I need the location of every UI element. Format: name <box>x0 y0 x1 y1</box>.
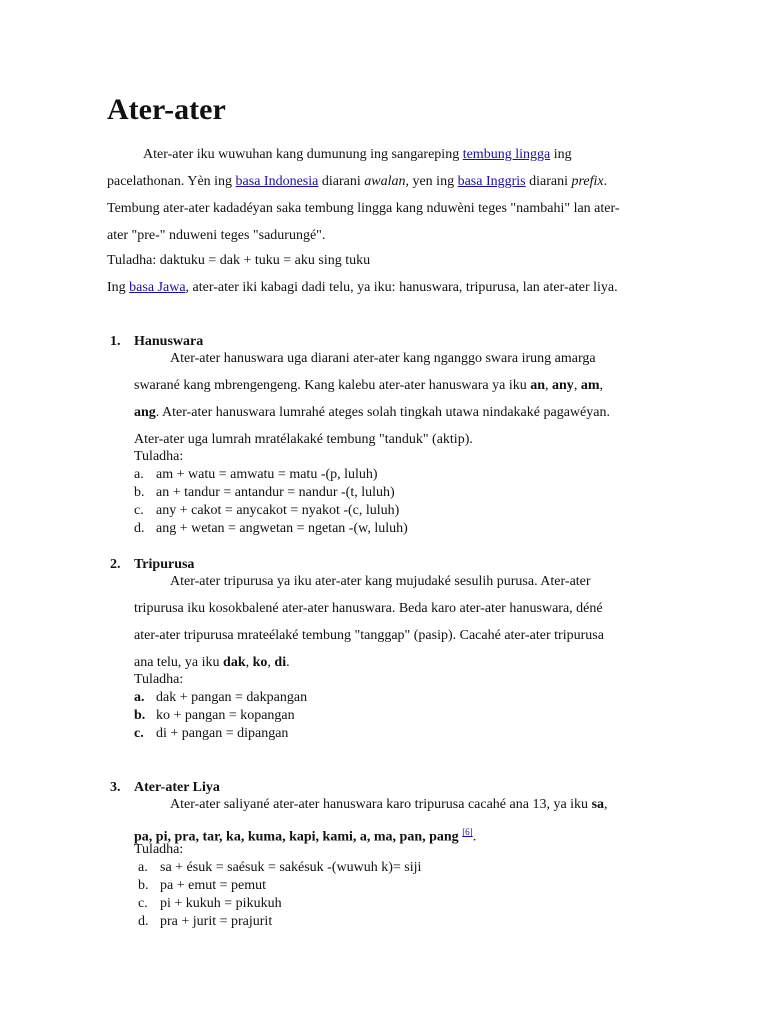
intro-line-1 <box>143 146 703 164</box>
page-title: Ater-ater <box>107 93 226 126</box>
list-item: am + watu = amwatu = matu -(p, luluh) <box>156 467 378 482</box>
section-3-line-2 <box>134 823 476 847</box>
link-basa-jawa[interactable]: basa Jawa <box>129 280 186 295</box>
section-1-line-1: Ater-ater hanuswara uga diarani ater-ater kang nganggo swara irung amarga <box>170 351 596 366</box>
separator: , <box>573 378 581 393</box>
list-marker: c. <box>134 726 144 741</box>
prefix-term: any <box>552 378 574 393</box>
prefix-term: dak <box>223 655 246 670</box>
section-title-hanuswara: Hanuswara <box>134 334 204 349</box>
intro-line-2 <box>107 173 667 191</box>
intro-line-6 <box>107 279 667 297</box>
list-marker: d. <box>138 914 149 929</box>
prefix-term: ang <box>134 405 156 420</box>
list-item: pra + jurit = prajurit <box>160 914 273 929</box>
list-item: ang + wetan = angwetan = ngetan -(w, luluh) <box>156 521 408 536</box>
separator: . <box>286 655 290 670</box>
section-title-tripurusa: Tripurusa <box>134 557 195 572</box>
list-item: dak + pangan = dakpangan <box>156 690 308 705</box>
list-item: ko + pangan = kopangan <box>156 708 295 723</box>
section-1-line-2 <box>134 377 603 395</box>
link-basa-indonesia[interactable]: basa Indonesia <box>235 174 319 189</box>
list-marker: c. <box>138 896 148 911</box>
prefix-term: ko <box>252 655 268 670</box>
list-marker: a. <box>134 690 145 705</box>
section-text: . Ater-ater hanuswara lumrahé ateges solah tingkah utawa nindakaké pagawéyan. <box>155 405 610 420</box>
separator: . <box>472 829 477 845</box>
section-2-tuladha: Tuladha: <box>134 672 184 687</box>
list-marker: c. <box>134 503 144 518</box>
section-title-ater-ater-liya: Ater-ater Liya <box>134 780 220 795</box>
section-number: 2. <box>110 557 121 572</box>
section-1-tuladha: Tuladha: <box>134 449 184 464</box>
intro-text: Ater-ater iku wuwuhan kang dumunung ing sangareping <box>143 147 463 162</box>
intro-text: diarani <box>525 174 572 189</box>
section-3-tuladha: Tuladha: <box>134 842 184 857</box>
section-2-line-1: Ater-ater tripurusa ya iku ater-ater kang mujudaké sesulih purusa. Ater-ater <box>170 574 591 589</box>
section-number: 1. <box>110 334 121 349</box>
intro-text: , ater-ater iki kabagi dadi telu, ya iku: hanuswara, tripurusa, lan ater-ater liya. <box>185 280 618 295</box>
separator: , <box>267 655 275 670</box>
list-item: di + pangan = dipangan <box>156 726 289 741</box>
separator: , <box>599 378 603 393</box>
section-2-line-2: tripurusa iku kosokbalené ater-ater hanuswara. Beda karo ater-ater hanuswara, déné <box>134 601 603 616</box>
intro-text: , yen ing <box>405 174 458 189</box>
section-number: 3. <box>110 780 121 795</box>
intro-text: ing <box>550 147 572 162</box>
separator: , <box>545 378 553 393</box>
section-3-line-1 <box>170 796 608 814</box>
prefix-terms: pa, pi, pra, tar, ka, kuma, kapi, kami, a, ma, pan, pang <box>134 829 459 845</box>
intro-line-4: ater "pre-" nduweni teges "sadurungé". <box>107 228 326 243</box>
intro-emphasis: prefix <box>571 174 604 189</box>
list-marker: b. <box>134 485 145 500</box>
prefix-term: an <box>530 378 546 393</box>
section-text: Ater-ater saliyané ater-ater hanuswara karo tripurusa cacahé ana 13, ya iku <box>170 797 592 812</box>
intro-text: Ing <box>107 280 130 295</box>
list-marker: d. <box>134 521 145 536</box>
section-1-line-3 <box>134 404 610 422</box>
citation-link[interactable]: [6] <box>462 827 473 837</box>
intro-text: pacelathonan. Yèn ing <box>107 174 236 189</box>
intro-line-3: Tembung ater-ater kadadéyan saka tembung lingga kang nduwèni teges "nambahi" lan ater- <box>107 201 620 216</box>
section-2-line-4 <box>134 654 290 672</box>
intro-text: . <box>603 174 608 189</box>
list-marker: b. <box>138 878 149 893</box>
section-text: swarané kang mbrengengeng. Kang kalebu ater-ater hanuswara ya iku <box>134 378 531 393</box>
list-marker: b. <box>134 708 146 723</box>
list-marker: a. <box>138 860 148 875</box>
section-text: ana telu, ya iku <box>134 655 224 670</box>
prefix-term: di <box>274 655 287 670</box>
link-tembung-lingga[interactable]: tembung lingga <box>462 147 551 162</box>
link-basa-inggris[interactable]: basa Inggris <box>457 174 526 189</box>
separator: , <box>604 797 608 812</box>
section-1-line-4: Ater-ater uga lumrah mratélakaké tembung "tanduk" (aktip). <box>134 432 473 447</box>
list-item: sa + ésuk = saésuk = sakésuk -(wuwuh k)= siji <box>160 860 422 875</box>
section-2-line-3: ater-ater tripurusa mrateélaké tembung "tanggap" (pasip). Cacahé ater-ater tripurusa <box>134 628 604 643</box>
intro-text: diarani <box>318 174 365 189</box>
list-item: any + cakot = anycakot = nyakot -(c, luluh) <box>156 503 400 518</box>
intro-emphasis: awalan <box>364 174 406 189</box>
list-item: pi + kukuh = pikukuh <box>160 896 282 911</box>
list-item: pa + emut = pemut <box>160 878 266 893</box>
list-marker: a. <box>134 467 144 482</box>
prefix-term: am <box>580 378 600 393</box>
list-item: an + tandur = antandur = nandur -(t, luluh) <box>156 485 395 500</box>
separator: , <box>245 655 253 670</box>
intro-example: Tuladha: daktuku = dak + tuku = aku sing tuku <box>107 253 371 268</box>
prefix-term: sa <box>591 797 605 812</box>
